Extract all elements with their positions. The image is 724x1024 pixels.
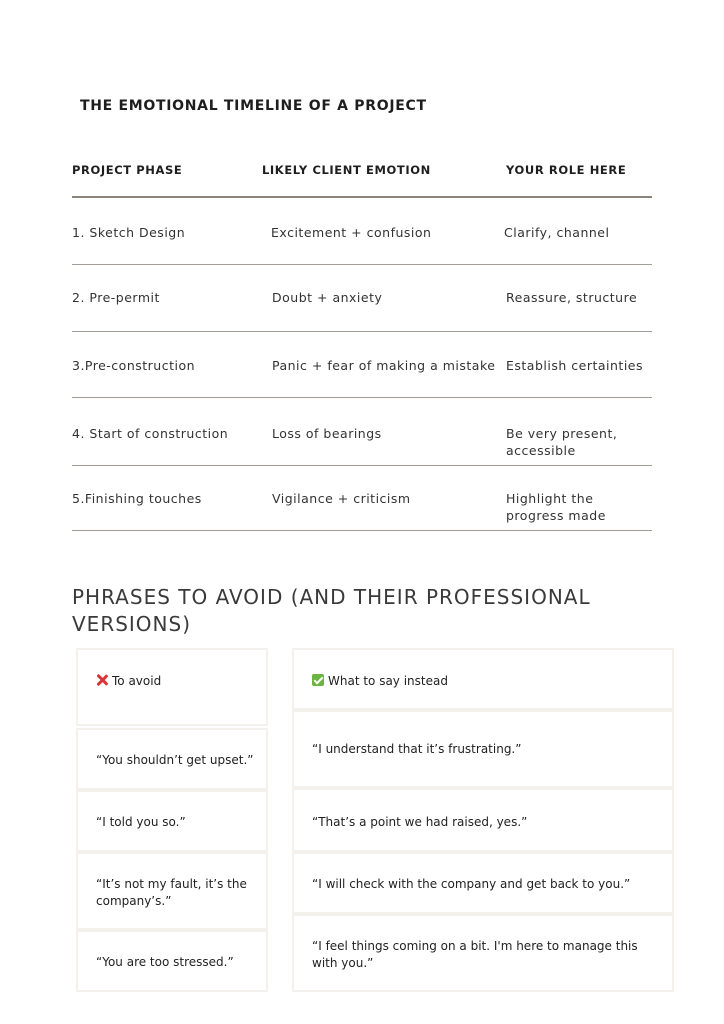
table-row-phase: 5.Finishing touches	[72, 491, 202, 506]
avoid-phrase-text: “You are too stressed.”	[96, 955, 234, 969]
instead-phrase-cell	[292, 788, 674, 852]
table-row-role: Be very present, accessible	[506, 426, 618, 458]
column-header-emotion: LIKELY CLIENT EMOTION	[262, 163, 431, 177]
column-header-role: YOUR ROLE HERE	[506, 163, 627, 177]
section-heading: PHRASES TO AVOID (AND THEIR PROFESSIONAL VERSIONS)	[72, 585, 591, 636]
avoid-phrase-text: “It’s not my fault, it’s the company’s.”	[96, 877, 247, 908]
avoid-phrase-text: “You shouldn’t get upset.”	[96, 753, 254, 767]
avoid-header-cell	[76, 648, 268, 726]
table-row-emotion: Loss of bearings	[272, 426, 382, 441]
row-divider	[72, 465, 652, 466]
table-row-role: Highlight the progress made	[506, 491, 606, 523]
column-header-phase: PROJECT PHASE	[72, 163, 183, 177]
table-row-emotion: Panic + fear of making a mistake	[272, 358, 496, 373]
table-row-phase: 3.Pre-construction	[72, 358, 196, 373]
page-title: THE EMOTIONAL TIMELINE OF A PROJECT	[80, 98, 427, 114]
table-row-role: Reassure, structure	[506, 290, 638, 305]
row-divider	[72, 530, 652, 531]
instead-phrase-text: “That’s a point we had raised, yes.”	[312, 815, 528, 829]
table-row-role: Establish certainties	[506, 358, 643, 373]
instead-phrase-text: “I understand that it’s frustrating.”	[312, 742, 522, 756]
header-divider	[72, 196, 652, 198]
row-divider	[72, 264, 652, 265]
avoid-phrase-cell	[76, 930, 268, 992]
table-row-phase: 2. Pre-permit	[72, 290, 160, 305]
avoid-phrase-cell	[76, 728, 268, 790]
table-row-phase: 1. Sketch Design	[72, 225, 186, 240]
instead-header-label: What to say instead	[328, 674, 448, 688]
avoid-phrase-cell	[76, 790, 268, 852]
instead-phrase-text: “I feel things coming on a bit. I'm here to manage this with you.”	[312, 939, 638, 970]
table-row-emotion: Vigilance + criticism	[272, 491, 411, 506]
instead-phrase-cell	[292, 914, 674, 992]
instead-phrase-text: “I will check with the company and get back to you.”	[312, 877, 631, 891]
instead-phrase-cell	[292, 710, 674, 788]
row-divider	[72, 331, 652, 332]
avoid-phrase-cell	[76, 852, 268, 930]
avoid-header-label: To avoid	[112, 674, 162, 688]
table-row-role: Clarify, channel	[504, 225, 610, 240]
row-divider	[72, 397, 652, 398]
table-row-emotion: Excitement + confusion	[271, 225, 432, 240]
avoid-phrase-text: “I told you so.”	[96, 815, 186, 829]
instead-header-cell	[292, 648, 674, 710]
instead-phrase-cell	[292, 852, 674, 914]
cross-mark-icon	[96, 674, 108, 686]
check-mark-icon	[312, 674, 324, 686]
table-row-phase: 4. Start of construction	[72, 426, 229, 441]
table-row-emotion: Doubt + anxiety	[272, 290, 383, 305]
